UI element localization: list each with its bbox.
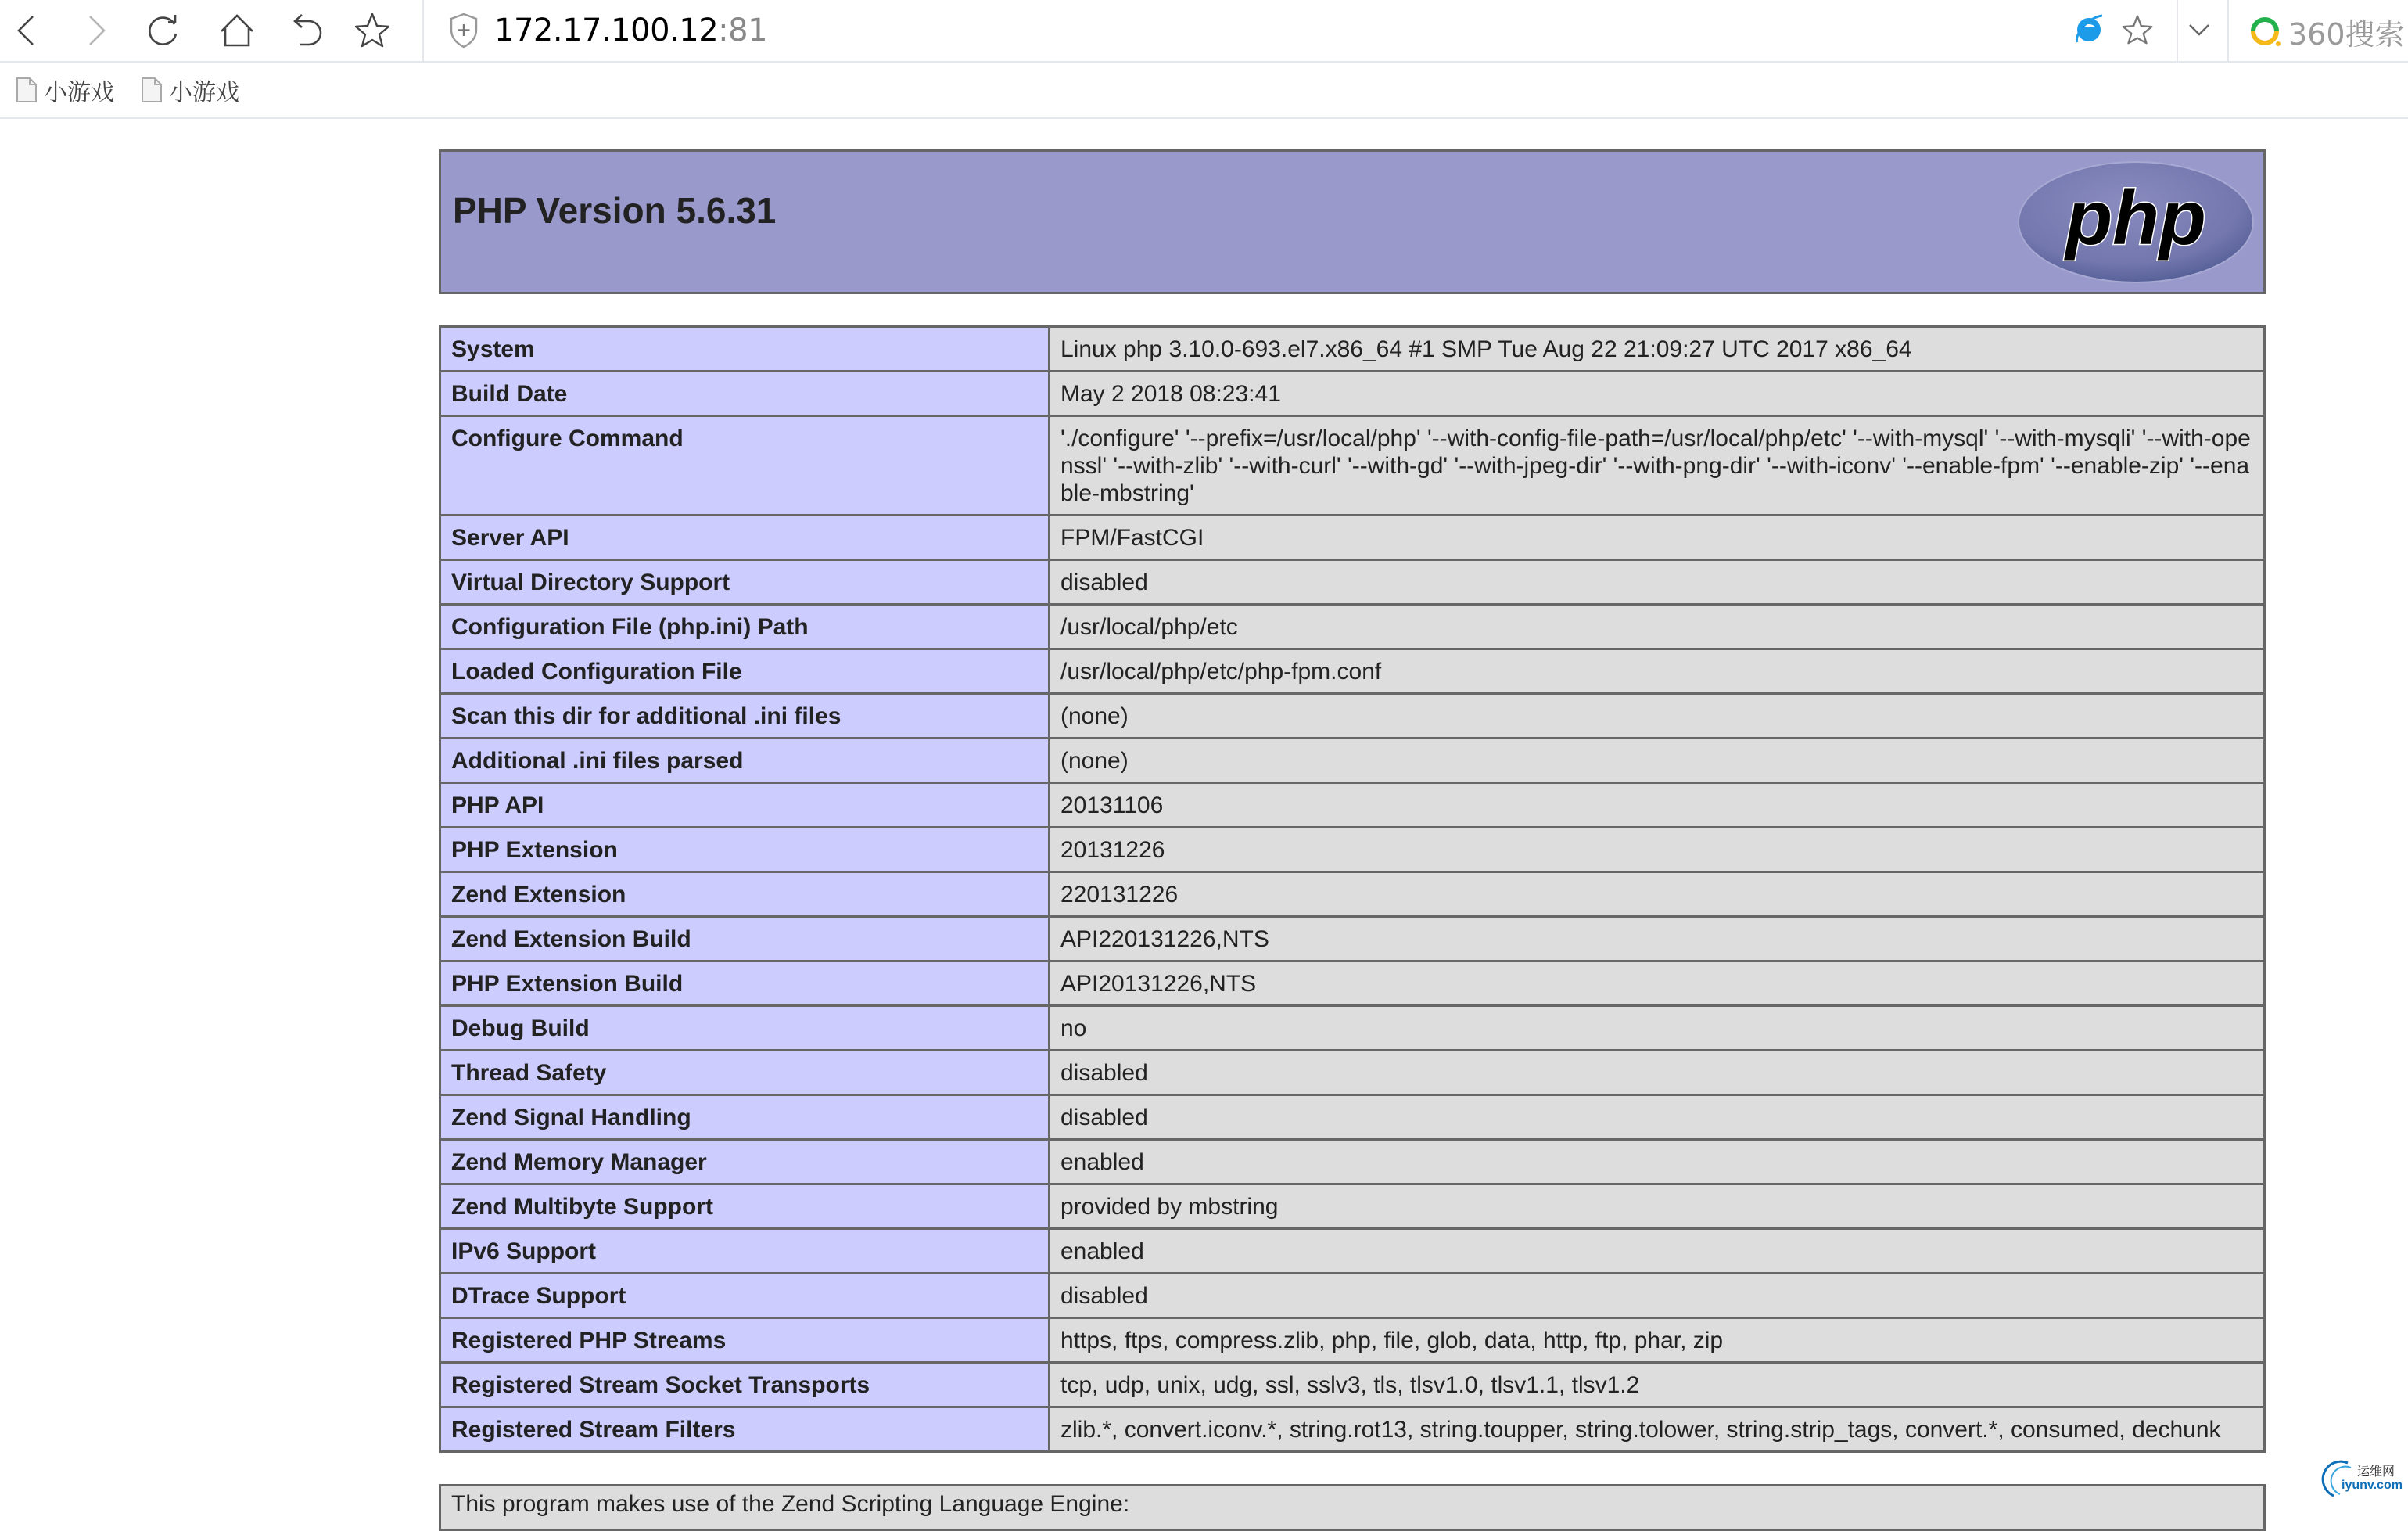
row-label: Server API <box>440 516 1050 560</box>
watermark-en: iyunv.com <box>2342 1479 2403 1492</box>
php-logo[interactable] <box>2016 160 2255 285</box>
table-row <box>440 416 2265 516</box>
forward-button[interactable] <box>72 8 117 53</box>
favorite-star-icon[interactable] <box>2118 9 2157 50</box>
svg-text:php: php <box>2065 174 2206 261</box>
row-value: 20131226 <box>1050 828 2265 872</box>
table-row <box>440 1229 2265 1274</box>
search-engine-label: 360搜索 <box>2288 16 2405 52</box>
row-label: Build Date <box>440 372 1050 416</box>
row-value: 220131226 <box>1050 872 2265 917</box>
reload-icon <box>143 10 184 51</box>
bookmark-page-button[interactable] <box>350 8 395 53</box>
table-row <box>440 605 2265 649</box>
row-label: PHP Extension <box>440 828 1050 872</box>
address-host: 172.17.100.12 <box>494 13 719 49</box>
row-value: 20131106 <box>1050 783 2265 828</box>
home-icon <box>217 10 257 51</box>
watermark-logo <box>2324 1460 2408 1498</box>
row-value: https, ftps, compress.zlib, php, file, glob, data, http, ftp, phar, zip <box>1050 1318 2265 1363</box>
table-row <box>440 828 2265 872</box>
row-value: /usr/local/php/etc/php-fpm.conf <box>1050 649 2265 694</box>
table-row <box>440 1140 2265 1184</box>
bookmark-item[interactable] <box>16 72 114 108</box>
row-label: System <box>440 327 1050 372</box>
zend-engine-note: This program makes use of the Zend Scripting Language Engine: <box>451 1491 1130 1517</box>
row-value: disabled <box>1050 560 2265 605</box>
row-label: Loaded Configuration File <box>440 649 1050 694</box>
row-label: DTrace Support <box>440 1274 1050 1318</box>
home-button[interactable] <box>214 8 260 53</box>
toolbar-divider <box>422 0 424 63</box>
row-value: tcp, udp, unix, udg, ssl, sslv3, tls, tlsv1.0, tlsv1.1, tlsv1.2 <box>1050 1363 2265 1407</box>
undo-close-tab-icon <box>287 10 328 51</box>
address-bar[interactable] <box>494 8 767 53</box>
undo-close-tab-button[interactable] <box>285 8 330 53</box>
row-label: Registered Stream Filters <box>440 1407 1050 1452</box>
row-value: Linux php 3.10.0-693.el7.x86_64 #1 SMP Tue Aug 22 21:09:27 UTC 2017 x86_64 <box>1050 327 2265 372</box>
row-label: Zend Extension Build <box>440 917 1050 961</box>
row-value: (none) <box>1050 739 2265 783</box>
reload-button[interactable] <box>141 8 186 53</box>
phpinfo-header <box>439 149 2266 294</box>
table-row <box>440 961 2265 1006</box>
row-label: Debug Build <box>440 1006 1050 1051</box>
row-label: Virtual Directory Support <box>440 560 1050 605</box>
table-row <box>440 649 2265 694</box>
table-row <box>440 1051 2265 1095</box>
table-row <box>440 1363 2265 1407</box>
table-row <box>440 516 2265 560</box>
table-row <box>440 1184 2265 1229</box>
row-value: /usr/local/php/etc <box>1050 605 2265 649</box>
row-value: zlib.*, convert.iconv.*, string.rot13, string.toupper, string.tolower, string.strip_tags, convert.*, consumed, dechunk <box>1050 1407 2265 1452</box>
page-icon <box>16 77 38 103</box>
watermark-cn: 运维网 <box>2357 1464 2395 1479</box>
row-label: Registered Stream Socket Transports <box>440 1363 1050 1407</box>
row-value: enabled <box>1050 1229 2265 1274</box>
row-label: Zend Extension <box>440 872 1050 917</box>
row-label: Scan this dir for additional .ini files <box>440 694 1050 739</box>
zend-engine-box <box>439 1484 2266 1531</box>
row-label: Zend Multibyte Support <box>440 1184 1050 1229</box>
360-search-icon <box>2249 16 2281 47</box>
table-row <box>440 783 2265 828</box>
table-row <box>440 560 2265 605</box>
table-row <box>440 1407 2265 1452</box>
page-title: PHP Version 5.6.31 <box>453 190 777 231</box>
row-label: Additional .ini files parsed <box>440 739 1050 783</box>
toolbar-divider <box>2177 0 2178 63</box>
bookmark-item[interactable] <box>141 72 239 108</box>
table-row <box>440 1318 2265 1363</box>
chevron-right-icon <box>74 10 115 51</box>
row-value: no <box>1050 1006 2265 1051</box>
ie-mode-icon[interactable] <box>2072 11 2105 47</box>
bookmarks-bar <box>0 63 2408 119</box>
row-label: Zend Memory Manager <box>440 1140 1050 1184</box>
row-value: API220131226,NTS <box>1050 917 2265 961</box>
table-row <box>440 1006 2265 1051</box>
search-engine-button[interactable] <box>2220 0 2405 63</box>
row-value: API20131226,NTS <box>1050 961 2265 1006</box>
table-row <box>440 694 2265 739</box>
table-row <box>440 917 2265 961</box>
chevron-down-icon[interactable] <box>2179 9 2220 50</box>
row-label: Configuration File (php.ini) Path <box>440 605 1050 649</box>
row-value: './configure' '--prefix=/usr/local/php' '--with-config-file-path=/usr/local/php/etc' '--with-mysql' '--with-mysqli' '--with-openssl' '--with-zlib' '--with-curl' '--with-gd' '--with-jpeg-dir' '--with-png-dir' '--with-iconv' '--enable-fpm' '--enable-zip' '--enable-mbstring' <box>1050 416 2265 516</box>
shield-icon[interactable] <box>449 13 479 49</box>
row-value: enabled <box>1050 1140 2265 1184</box>
row-label: Configure Command <box>440 416 1050 516</box>
bookmark-label: 小游戏 <box>44 79 114 106</box>
row-value: disabled <box>1050 1051 2265 1095</box>
table-row <box>440 872 2265 917</box>
bookmark-label: 小游戏 <box>169 79 239 106</box>
table-row <box>440 327 2265 372</box>
phpinfo-table <box>439 325 2266 1453</box>
table-row <box>440 1095 2265 1140</box>
row-value: May 2 2018 08:23:41 <box>1050 372 2265 416</box>
row-label: Zend Signal Handling <box>440 1095 1050 1140</box>
row-value: disabled <box>1050 1274 2265 1318</box>
row-label: IPv6 Support <box>440 1229 1050 1274</box>
row-value: FPM/FastCGI <box>1050 516 2265 560</box>
page-icon <box>141 77 163 103</box>
star-icon <box>352 10 393 51</box>
chevron-left-icon <box>8 10 48 51</box>
table-row <box>440 372 2265 416</box>
back-button[interactable] <box>5 8 51 53</box>
row-value: disabled <box>1050 1095 2265 1140</box>
browser-toolbar <box>0 0 2408 63</box>
row-label: PHP API <box>440 783 1050 828</box>
row-label: PHP Extension Build <box>440 961 1050 1006</box>
row-value: provided by mbstring <box>1050 1184 2265 1229</box>
table-row <box>440 1274 2265 1318</box>
table-row <box>440 739 2265 783</box>
row-label: Thread Safety <box>440 1051 1050 1095</box>
row-value: (none) <box>1050 694 2265 739</box>
address-port: :81 <box>718 13 768 49</box>
row-label: Registered PHP Streams <box>440 1318 1050 1363</box>
